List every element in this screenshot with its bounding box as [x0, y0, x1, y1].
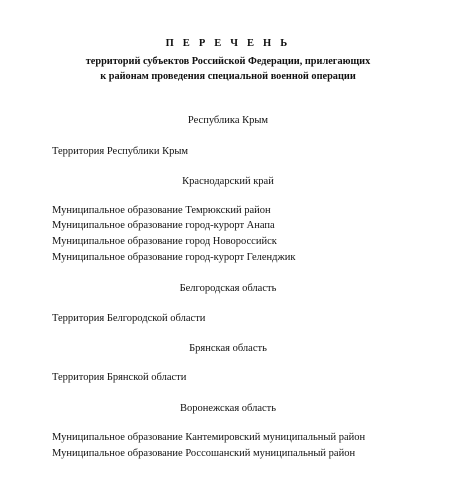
- document-subtitle-line-1: территорий субъектов Российской Федерации, прилегающих: [85, 56, 371, 67]
- list-item: Муниципальное образование город Новороссийск: [52, 236, 277, 247]
- region-heading-voronezh: Воронежская область: [179, 403, 277, 414]
- document-heading: П Е Р Е Ч Е Н Ь: [165, 38, 291, 49]
- list-item: Муниципальное образование город-курорт Анапа: [52, 220, 275, 231]
- region-heading-bryansk: Брянская область: [189, 343, 267, 354]
- list-item: Территория Республики Крым: [52, 146, 189, 157]
- list-item: Муниципальное образование Кантемировский муниципальный район: [52, 432, 366, 443]
- list-item: Территория Брянской области: [52, 372, 187, 383]
- list-item: Муниципальное образование город-курорт Геленджик: [52, 252, 296, 263]
- region-heading-belgorod: Белгородская область: [179, 283, 277, 294]
- list-item: Муниципальное образование Россошанский муниципальный район: [52, 448, 356, 459]
- region-heading-krasnodar: Краснодарский край: [182, 176, 274, 187]
- list-item: Муниципальное образование Темрюкский район: [52, 205, 271, 216]
- list-item: Территория Белгородской области: [52, 313, 206, 324]
- document-subtitle-line-2: к районам проведения специальной военной операции: [100, 71, 356, 82]
- region-heading-crimea: Республика Крым: [187, 115, 269, 126]
